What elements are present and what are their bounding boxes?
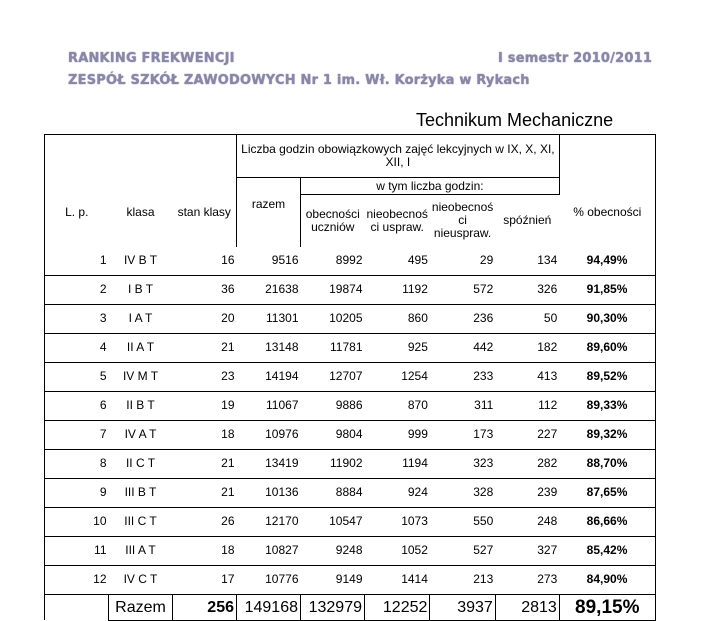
total-obecnosci: 132979 (301, 594, 365, 620)
table-row (45, 304, 656, 333)
header-blank (559, 135, 655, 178)
cell-razem: 11301 (237, 304, 301, 333)
cell-nieuspraw: 328 (430, 478, 495, 507)
cell-obecnosci: 8884 (301, 478, 365, 507)
cell-stan: 21 (173, 449, 237, 478)
cell-lp: 2 (45, 275, 109, 304)
cell-procent: 91,85% (559, 275, 655, 304)
cell-procent: 84,90% (559, 565, 655, 594)
total-nieuspraw: 3937 (430, 594, 495, 620)
cell-razem: 10136 (237, 478, 301, 507)
header-stan: stan klasy (177, 204, 231, 219)
total-blank (45, 594, 109, 620)
cell-uspraw: 860 (365, 304, 430, 333)
cell-uspraw: 1052 (365, 536, 430, 565)
cell-spoznienia: 413 (495, 362, 559, 391)
table-row (45, 275, 656, 304)
cell-lp: 7 (45, 420, 109, 449)
total-razem: 149168 (237, 594, 301, 620)
cell-uspraw: 870 (365, 391, 430, 420)
semester-label: I semestr 2010/2011 (498, 51, 653, 66)
cell-obecnosci: 10547 (301, 507, 365, 536)
cell-spoznienia: 50 (495, 304, 559, 333)
cell-obecnosci: 9886 (301, 391, 365, 420)
header-blank (173, 135, 237, 178)
header-klasa: klasa (126, 204, 155, 219)
cell-nieuspraw: 572 (430, 275, 495, 304)
cell-procent: 86,66% (559, 507, 655, 536)
cell-lp: 6 (45, 391, 109, 420)
cell-klasa: II B T (109, 391, 173, 420)
cell-stan: 19 (173, 391, 237, 420)
cell-spoznienia: 248 (495, 507, 559, 536)
cell-lp: 10 (45, 507, 109, 536)
cell-obecnosci: 9248 (301, 536, 365, 565)
report-title: RANKING FREKWENCJI (68, 51, 235, 66)
cell-razem: 10776 (237, 565, 301, 594)
table-row (45, 478, 656, 507)
cell-obecnosci: 19874 (301, 275, 365, 304)
cell-procent: 89,60% (559, 333, 655, 362)
cell-klasa: IV C T (109, 565, 173, 594)
table-row (45, 391, 656, 420)
cell-spoznienia: 112 (495, 391, 559, 420)
cell-razem: 10976 (237, 420, 301, 449)
cell-klasa: II C T (109, 449, 173, 478)
cell-nieuspraw: 233 (430, 362, 495, 391)
cell-procent: 85,42% (559, 536, 655, 565)
cell-klasa: III A T (109, 536, 173, 565)
cell-obecnosci: 8992 (301, 247, 365, 276)
header-blank (45, 135, 109, 178)
cell-stan: 21 (173, 333, 237, 362)
cell-procent: 89,33% (559, 391, 655, 420)
cell-nieuspraw: 311 (430, 391, 495, 420)
cell-stan: 18 (173, 536, 237, 565)
cell-spoznienia: 282 (495, 449, 559, 478)
attendance-table (44, 134, 656, 621)
cell-uspraw: 1414 (365, 565, 430, 594)
cell-uspraw: 925 (365, 333, 430, 362)
header-blank (109, 135, 173, 178)
cell-spoznienia: 134 (495, 247, 559, 276)
cell-procent: 89,32% (559, 420, 655, 449)
table-row (45, 362, 656, 391)
cell-razem: 13148 (237, 333, 301, 362)
cell-uspraw: 495 (365, 247, 430, 276)
table-row (45, 507, 656, 536)
cell-nieuspraw: 173 (430, 420, 495, 449)
cell-klasa: IV A T (109, 420, 173, 449)
cell-nieuspraw: 323 (430, 449, 495, 478)
cell-razem: 10827 (237, 536, 301, 565)
cell-nieuspraw: 550 (430, 507, 495, 536)
total-uspraw: 12252 (365, 594, 430, 620)
cell-lp: 8 (45, 449, 109, 478)
header-spoznienia: spóźnień (503, 213, 552, 228)
table-row (45, 449, 656, 478)
total-stan: 256 (173, 594, 237, 620)
header-procent: % obecności (559, 178, 655, 247)
cell-procent: 88,70% (559, 449, 655, 478)
cell-klasa: IV M T (109, 362, 173, 391)
table-row (45, 420, 656, 449)
total-label: Razem (109, 594, 173, 620)
cell-obecnosci: 11781 (301, 333, 365, 362)
header-nieuspraw: nieobecnoś ci nieuspraw. (431, 200, 494, 241)
cell-razem: 12170 (237, 507, 301, 536)
table-row (45, 247, 656, 276)
cell-spoznienia: 239 (495, 478, 559, 507)
cell-lp: 11 (45, 536, 109, 565)
subject-title: Technikum Mechaniczne (416, 110, 614, 130)
cell-stan: 17 (173, 565, 237, 594)
header-uspraw: nieobecnoś ci uspraw. (366, 206, 428, 234)
cell-klasa: IV B T (109, 247, 173, 276)
school-name: ZESPÓŁ SZKÓŁ ZAWODOWYCH Nr 1 im. Wł. Korżyka w Rykach (68, 73, 530, 88)
cell-lp: 1 (45, 247, 109, 276)
header-blank (237, 178, 301, 195)
cell-stan: 36 (173, 275, 237, 304)
cell-klasa: III C T (109, 507, 173, 536)
cell-razem: 21638 (237, 275, 301, 304)
cell-stan: 26 (173, 507, 237, 536)
cell-procent: 94,49% (559, 247, 655, 276)
table-row (45, 536, 656, 565)
cell-obecnosci: 10205 (301, 304, 365, 333)
cell-uspraw: 1073 (365, 507, 430, 536)
cell-stan: 20 (173, 304, 237, 333)
cell-spoznienia: 326 (495, 275, 559, 304)
cell-nieuspraw: 527 (430, 536, 495, 565)
cell-procent: 87,65% (559, 478, 655, 507)
cell-obecnosci: 9804 (301, 420, 365, 449)
total-spoznienia: 2813 (495, 594, 559, 620)
table-row (45, 565, 656, 594)
cell-lp: 9 (45, 478, 109, 507)
header-lp: L. p. (45, 178, 109, 247)
cell-spoznienia: 182 (495, 333, 559, 362)
cell-uspraw: 1254 (365, 362, 430, 391)
cell-lp: 5 (45, 362, 109, 391)
cell-uspraw: 999 (365, 420, 430, 449)
header-group: Liczba godzin obowiązkowych zajęć lekcyjnych w IX, X, XI, XII, I (237, 135, 560, 178)
cell-obecnosci: 11902 (301, 449, 365, 478)
cell-lp: 12 (45, 565, 109, 594)
total-procent: 89,15% (559, 594, 655, 620)
cell-nieuspraw: 236 (430, 304, 495, 333)
cell-procent: 89,52% (559, 362, 655, 391)
cell-obecnosci: 9149 (301, 565, 365, 594)
cell-nieuspraw: 213 (430, 565, 495, 594)
cell-stan: 18 (173, 420, 237, 449)
cell-nieuspraw: 29 (430, 247, 495, 276)
cell-klasa: III B T (109, 478, 173, 507)
header-subgroup: w tym liczba godzin: (301, 178, 560, 195)
cell-razem: 13419 (237, 449, 301, 478)
cell-lp: 4 (45, 333, 109, 362)
cell-nieuspraw: 442 (430, 333, 495, 362)
cell-klasa: I B T (109, 275, 173, 304)
cell-klasa: II A T (109, 333, 173, 362)
header-obecnosci: obecności uczniów (305, 206, 360, 234)
cell-razem: 9516 (237, 247, 301, 276)
cell-uspraw: 924 (365, 478, 430, 507)
cell-uspraw: 1192 (365, 275, 430, 304)
cell-spoznienia: 227 (495, 420, 559, 449)
cell-obecnosci: 12707 (301, 362, 365, 391)
cell-lp: 3 (45, 304, 109, 333)
table-row (45, 333, 656, 362)
cell-razem: 11067 (237, 391, 301, 420)
cell-stan: 21 (173, 478, 237, 507)
cell-stan: 23 (173, 362, 237, 391)
cell-procent: 90,30% (559, 304, 655, 333)
cell-uspraw: 1194 (365, 449, 430, 478)
cell-spoznienia: 273 (495, 565, 559, 594)
header-razem: razem (237, 195, 301, 247)
cell-stan: 16 (173, 247, 237, 276)
cell-spoznienia: 327 (495, 536, 559, 565)
cell-razem: 14194 (237, 362, 301, 391)
total-row (45, 594, 656, 620)
cell-klasa: I A T (109, 304, 173, 333)
